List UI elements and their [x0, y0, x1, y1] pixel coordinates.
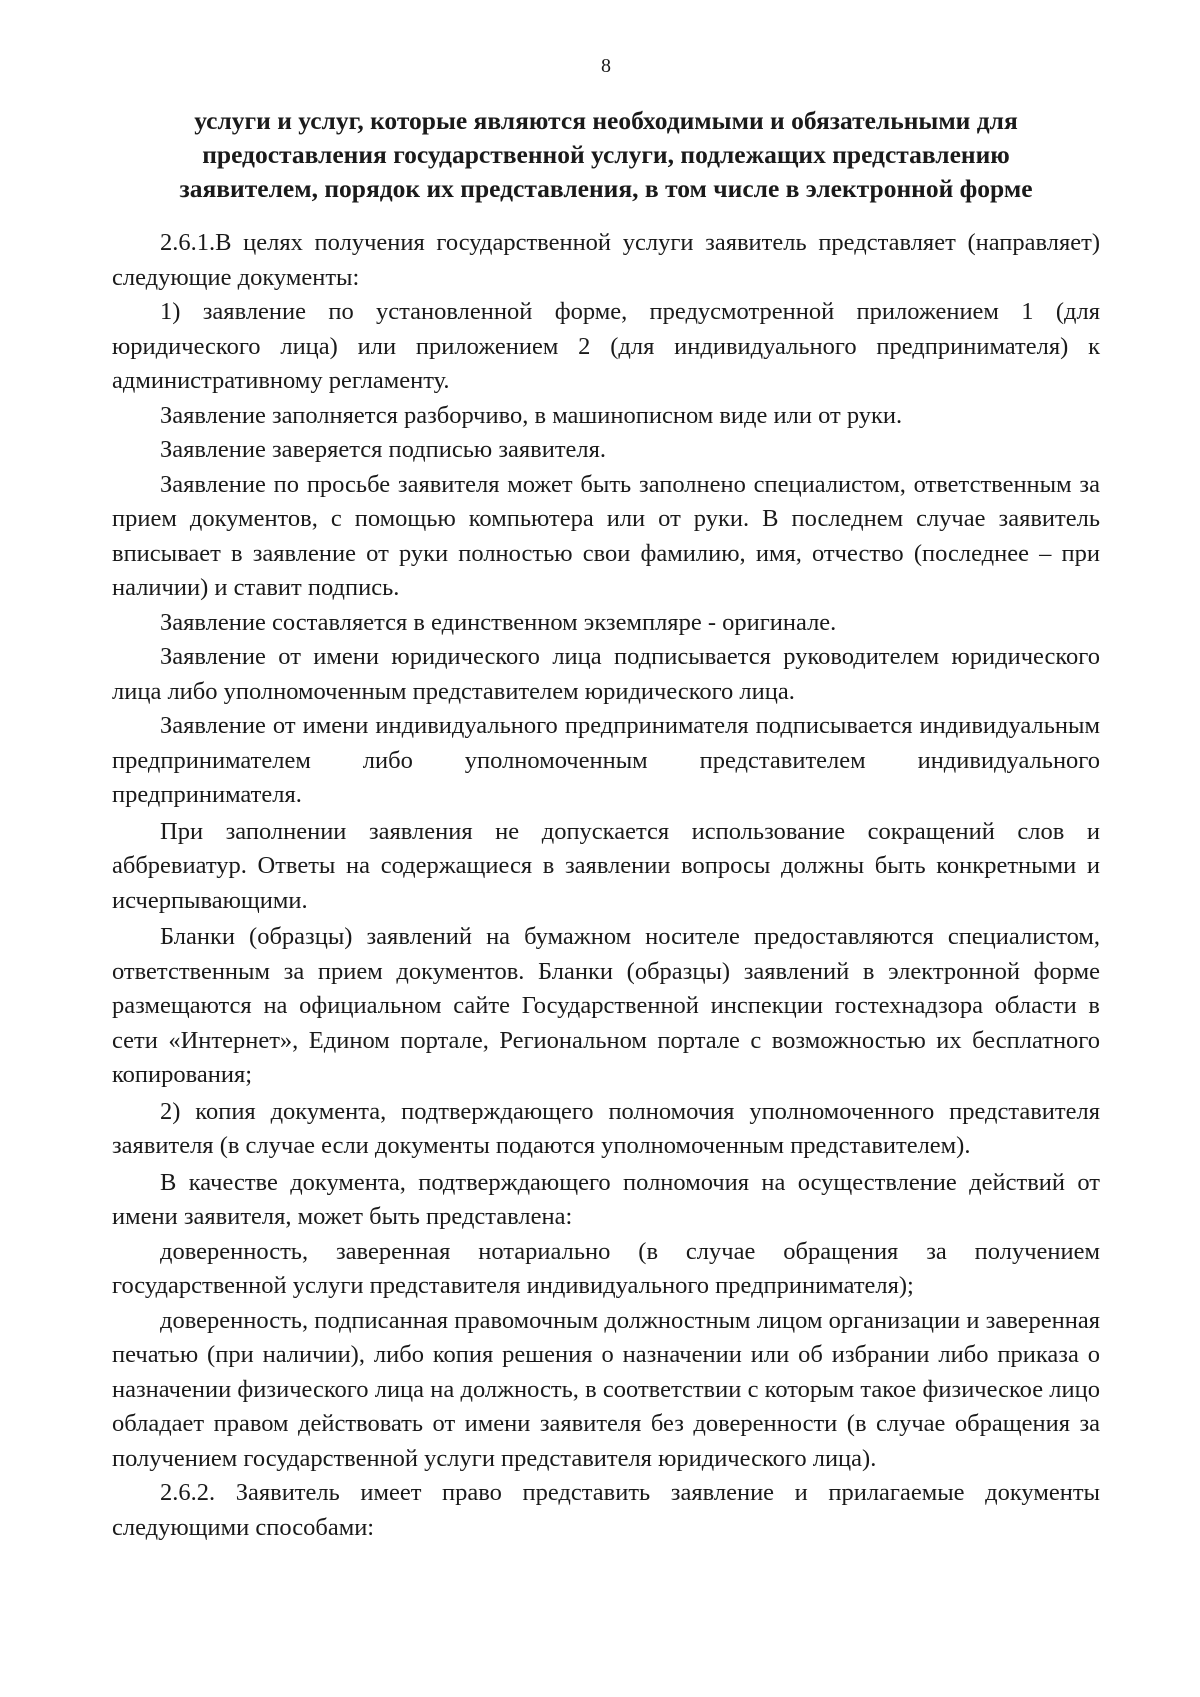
paragraph: доверенность, подписанная правомочным должностным лицом организации и заверенная печатью (при наличии), либо копия решения о назначении или об избрании либо приказа о назначении физического лица на должность, в соответствии с которым такое физическое лицо обладает правом действовать от имени заявителя без доверенности (в случае обращения за получением государственной услуги представителя юридического лица).: [112, 1306, 1100, 1472]
paragraph-2-6-1: 2.6.1.В целях получения государственной услуги заявитель представляет (направляет) следующие документы:: [112, 229, 1100, 291]
paragraph: В качестве документа, подтверждающего полномочия на осуществление действий от имени заявителя, может быть представлена:: [112, 1168, 1100, 1230]
heading-line: предоставления государственной услуги, подлежащих представлению: [202, 140, 1010, 169]
paragraph: Заявление составляется в единственном экземпляре - оригинале.: [160, 608, 837, 636]
paragraph: Заявление от имени индивидуального предпринимателя подписывается индивидуальным предпринимателем либо уполномоченным представителем индивидуального предпринимателя.: [112, 712, 1100, 808]
paragraph: Заявление по просьбе заявителя может быть заполнено специалистом, ответственным за прием документов, с помощью компьютера или от руки. В последнем случае заявитель вписывает в заявление от руки полностью свои фамилию, имя, отчество (последнее – при наличии) и ставит подпись.: [112, 470, 1100, 601]
paragraph-item-1: 1) заявление по установленной форме, предусмотренной приложением 1 (для юридического лица) или приложением 2 (для индивидуального предпринимателя) к административному регламенту.: [112, 298, 1100, 394]
paragraph: Заявление заверяется подписью заявителя.: [160, 436, 607, 463]
paragraph: Бланки (образцы) заявлений на бумажном носителе предоставляются специалистом, ответственным за прием документов. Бланки (образцы) заявлений в электронной форме размещаются на официальном сайте Государственной инспекции гостехнадзора области в сети «Интернет», Едином портале, Региональном портале с возможностью их бесплатного копирования;: [112, 923, 1100, 1088]
section-heading: [112, 104, 1100, 206]
paragraph: Заявление от имени юридического лица подписывается руководителем юридического лица либо уполномоченным представителем юридического лица.: [112, 643, 1100, 705]
heading-line: услуги и услуг, которые являются необходимыми и обязательными для: [194, 106, 1018, 135]
paragraph-item-2: 2) копия документа, подтверждающего полномочия уполномоченного представителя заявителя (в случае если документы подаются уполномоченным представителем).: [112, 1097, 1100, 1159]
document-body: [112, 226, 1100, 1545]
page-number: 8: [601, 55, 611, 77]
paragraph: При заполнении заявления не допускается использование сокращений слов и аббревиатур. Ответы на содержащиеся в заявлении вопросы должны быть конкретными и исчерпывающими.: [112, 817, 1100, 914]
paragraph: Заявление заполняется разборчиво, в машинописном виде или от руки.: [160, 401, 903, 429]
heading-line: заявителем, порядок их представления, в том числе в электронной форме: [179, 174, 1033, 203]
paragraph: доверенность, заверенная нотариально (в случае обращения за получением государственной услуги представителя индивидуального предпринимателя);: [112, 1237, 1100, 1299]
paragraph-2-6-2: 2.6.2. Заявитель имеет право представить заявление и прилагаемые документы следующими способами:: [112, 1479, 1100, 1541]
